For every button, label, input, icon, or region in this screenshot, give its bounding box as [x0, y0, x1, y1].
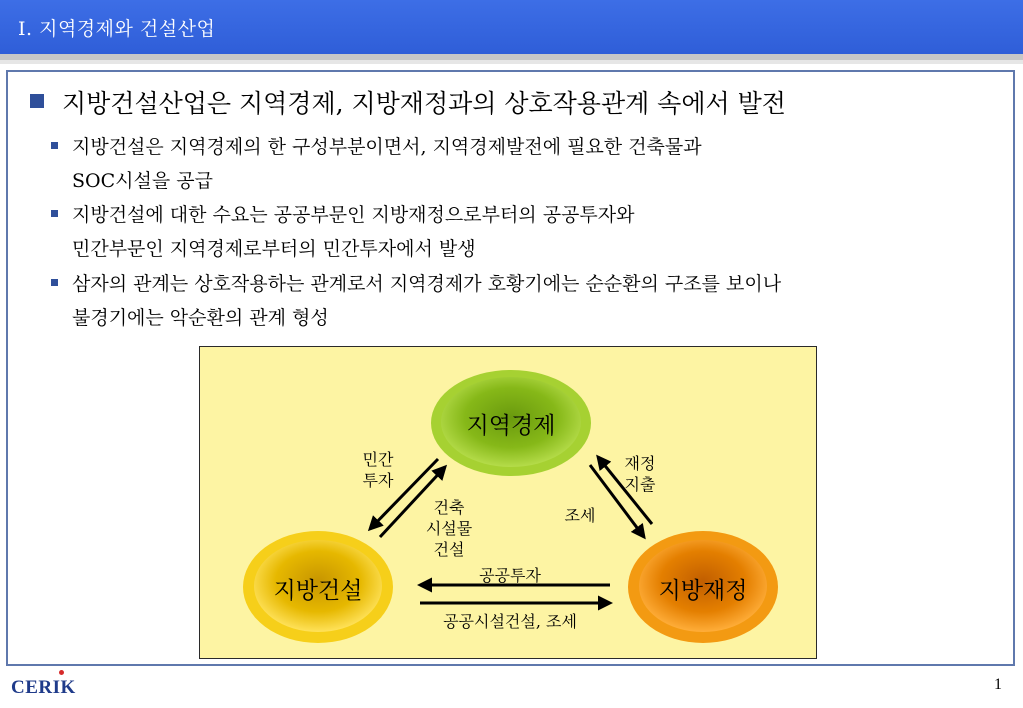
- bullet-3-line-2: 불경기에는 악순환의 관계 형성: [72, 307, 329, 329]
- square-bullet-icon: [30, 94, 44, 108]
- page-number: 1: [994, 676, 1002, 693]
- cerik-logo: CERIK: [11, 677, 76, 698]
- label-tax: 조세: [564, 506, 596, 525]
- slide-title: Ⅰ. 지역경제와 건설산업: [18, 18, 216, 40]
- bullet-2-line-2: 민간부문인 지역경제로부터의 민간투자에서 발생: [72, 238, 476, 260]
- small-square-bullet-icon: [51, 142, 58, 149]
- label-public-facility-tax: 공공시설건설, 조세: [443, 612, 577, 631]
- bullet-1-line-2: SOC시설을 공급: [72, 170, 213, 192]
- slide-header: [0, 0, 1023, 54]
- label-local-construction: 지방건설: [273, 578, 363, 604]
- relationship-diagram: [199, 346, 817, 659]
- label-building-construction: 건축 시설물 건설: [425, 498, 473, 559]
- label-public-investment: 공공투자: [479, 566, 541, 585]
- small-square-bullet-icon: [51, 210, 58, 217]
- bullet-2-line-1: 지방건설에 대한 수요는 공공부문인 지방재정으로부터의 공공투자와: [72, 204, 635, 226]
- label-local-finance: 지방재정: [658, 578, 748, 604]
- logo-dot-icon: [59, 670, 64, 675]
- label-regional-economy: 지역경제: [466, 413, 556, 439]
- bullet-3-line-1: 삼자의 관계는 상호작용하는 관계로서 지역경제가 호황기에는 순순환의 구조를 보이나: [72, 273, 782, 295]
- header-divider-light: [0, 60, 1023, 64]
- label-fiscal-expenditure: 재정 지출: [624, 454, 656, 494]
- label-private-investment: 민간 투자: [362, 450, 394, 490]
- main-heading: 지방건설산업은 지역경제, 지방재정과의 상호작용관계 속에서 발전: [62, 89, 786, 118]
- small-square-bullet-icon: [51, 279, 58, 286]
- bullet-1-line-1: 지방건설은 지역경제의 한 구성부분이면서, 지역경제발전에 필요한 건축물과: [72, 136, 702, 158]
